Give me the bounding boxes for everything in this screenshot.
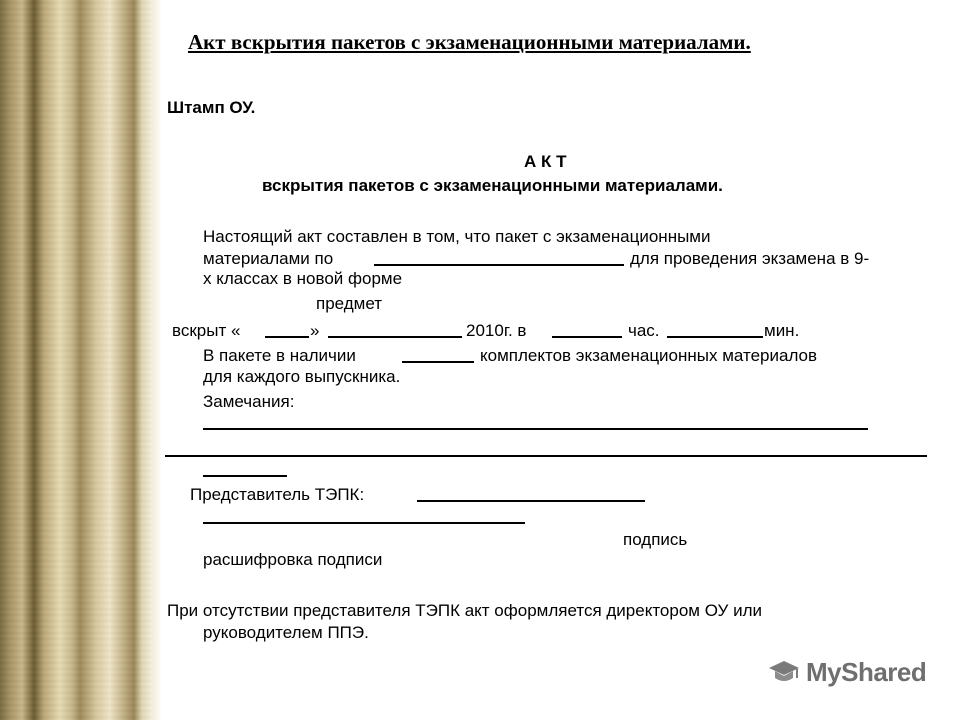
para1-line2b: для проведения экзамена в 9- xyxy=(630,249,870,268)
watermark-text: MyShared xyxy=(806,656,927,687)
hour-blank xyxy=(552,336,622,338)
opened-year: 2010г. в xyxy=(466,321,527,340)
signature-caption: подпись xyxy=(623,530,688,549)
act-heading: А К Т xyxy=(524,152,567,171)
representative-blank xyxy=(417,500,645,502)
para1-line2a: материалами по xyxy=(203,249,334,268)
mortarboard-icon xyxy=(768,658,800,686)
opened-hours: час. xyxy=(628,321,660,340)
package-line2: для каждого выпускника. xyxy=(203,367,401,386)
para1-line3: х классах в новой форме xyxy=(203,269,403,288)
sets-blank xyxy=(402,361,474,363)
remarks-line-2 xyxy=(165,455,927,457)
subject-blank xyxy=(374,264,624,266)
footer-line1: При отсутствии представителя ТЭПК акт оформляется директором ОУ или xyxy=(167,601,762,620)
month-blank xyxy=(328,336,462,338)
para1-line1: Настоящий акт составлен в том, что пакет с экзаменационными xyxy=(203,227,711,246)
watermark-logo xyxy=(768,655,926,689)
stamp-label: Штамп ОУ. xyxy=(167,98,256,117)
footer-line2: руководителем ППЭ. xyxy=(203,623,369,642)
opened-prefix: вскрыт « xyxy=(172,321,241,340)
remarks-line-1 xyxy=(203,428,868,430)
minute-blank xyxy=(667,336,763,338)
package-line1a: В пакете в наличии xyxy=(203,346,356,365)
subject-caption: предмет xyxy=(316,294,383,313)
day-blank xyxy=(265,336,309,338)
package-line1b: комплектов экзаменационных материалов xyxy=(480,346,818,365)
decoding-caption: расшифровка подписи xyxy=(203,550,383,569)
remarks-line-3 xyxy=(203,475,287,477)
signature-blank xyxy=(203,522,525,524)
remarks-label: Замечания: xyxy=(203,392,295,411)
representative-label: Представитель ТЭПК: xyxy=(190,485,365,504)
opened-quote: » xyxy=(310,321,320,340)
act-subheading: вскрытия пакетов с экзаменационными материалами. xyxy=(262,176,723,195)
page-title: Акт вскрытия пакетов с экзаменационными материалами. xyxy=(188,30,751,54)
opened-minutes: мин. xyxy=(764,321,800,340)
